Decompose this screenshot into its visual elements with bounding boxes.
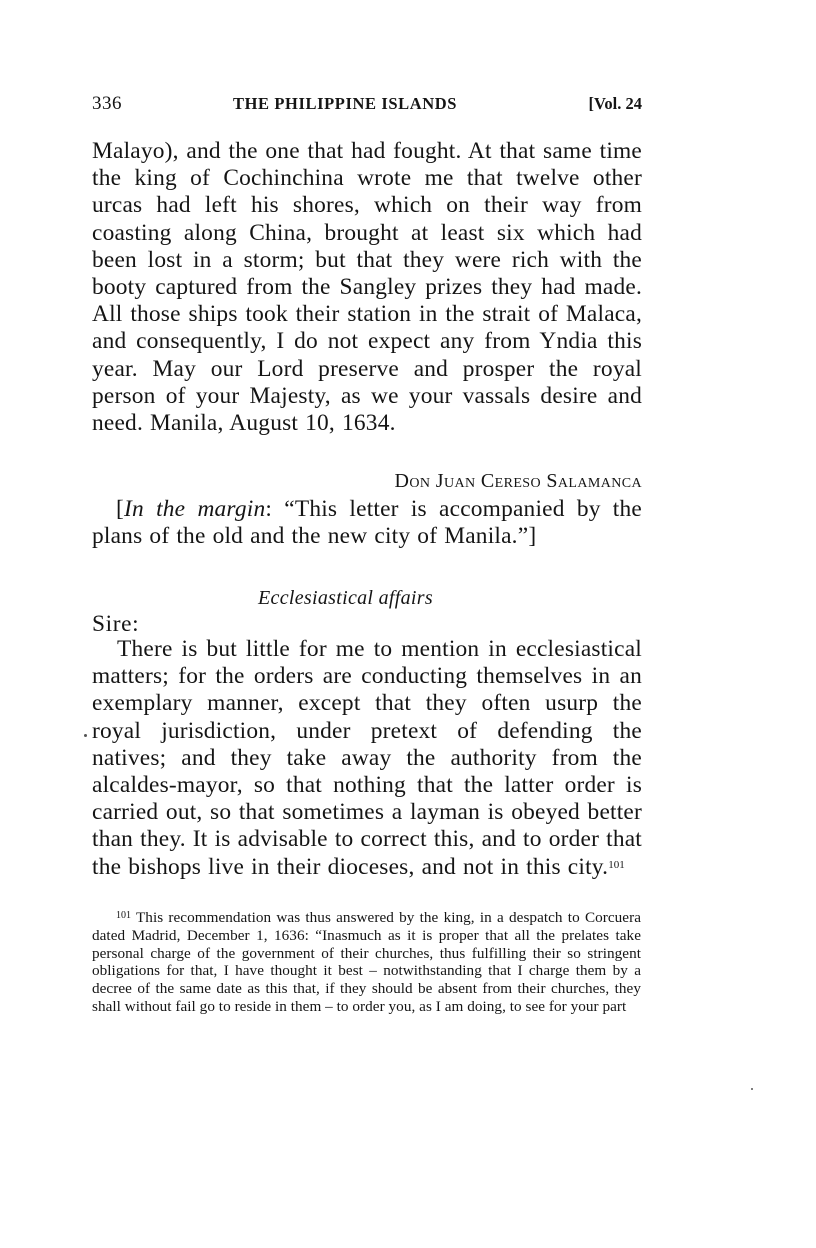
- footnote-text: This recommendation was thus answered by the king, in a despatch to Corcuera dated Madrid, December 1, 1636: “Inasmuch as it is proper that all the prelates take personal charge of the government of their churches, thus fulfilling their so stringent obligations for that, I have thought it best – notwithstanding that I charge them by a decree of the same date as this that, if they should be absent from their churches, they shall without fail go to reside in them – to order you, as I am doing, to see for your part: [92, 909, 641, 1015]
- page-header: [92, 88, 642, 120]
- page-number: 336: [92, 93, 122, 114]
- signature: Don Juan Cereso Salamanca: [394, 470, 642, 492]
- print-speck: [751, 1088, 753, 1090]
- footnote-reference: 101: [608, 858, 625, 871]
- margin-note: [92, 496, 642, 550]
- margin-note-open-bracket: [: [116, 496, 124, 522]
- volume-label: [Vol. 24: [588, 94, 642, 113]
- footnote-number: 101: [116, 910, 131, 921]
- margin-note-text: : “This letter is accompanied by the plans of the old and the new city of Manila.”]: [92, 496, 642, 550]
- section-heading: Ecclesiastical affairs: [258, 587, 433, 609]
- print-speck: [84, 734, 87, 737]
- letter-continuation: Malayo), and the one that had fought. At that same time the king of Cochinchina wrote me that twelve other urcas had left his shores, which on their way from coasting along China, brought at least six which had been lost in a storm; but that they were rich with the booty captured from the Sangley prizes they had made. All those ships took their station in the strait of Malaca, and consequently, I do not expect any from Yndia this year. May our Lord preserve and prosper the royal person of your Majesty, as we your vassals desire and need. Manila, August 10, 1634.: [92, 138, 642, 437]
- salutation: Sire:: [92, 611, 140, 637]
- section-body: [92, 636, 642, 881]
- running-title: THE PHILIPPINE ISLANDS: [233, 94, 458, 113]
- margin-note-label: In the margin: [124, 496, 266, 522]
- footnote: [92, 909, 641, 1016]
- section-body-text: There is but little for me to mention in ecclesiastical matters; for the orders are conducting themselves in an exemplary manner, except that they often usurp the royal jurisdiction, under pretext of defending the natives; and they take away the authority from the alcaldes-mayor, so that nothing that the latter order is carried out, so that sometimes a layman is obeyed better than they. It is advisable to correct this, and to order that the bishops live in their dioceses, and not in this city.: [92, 636, 642, 880]
